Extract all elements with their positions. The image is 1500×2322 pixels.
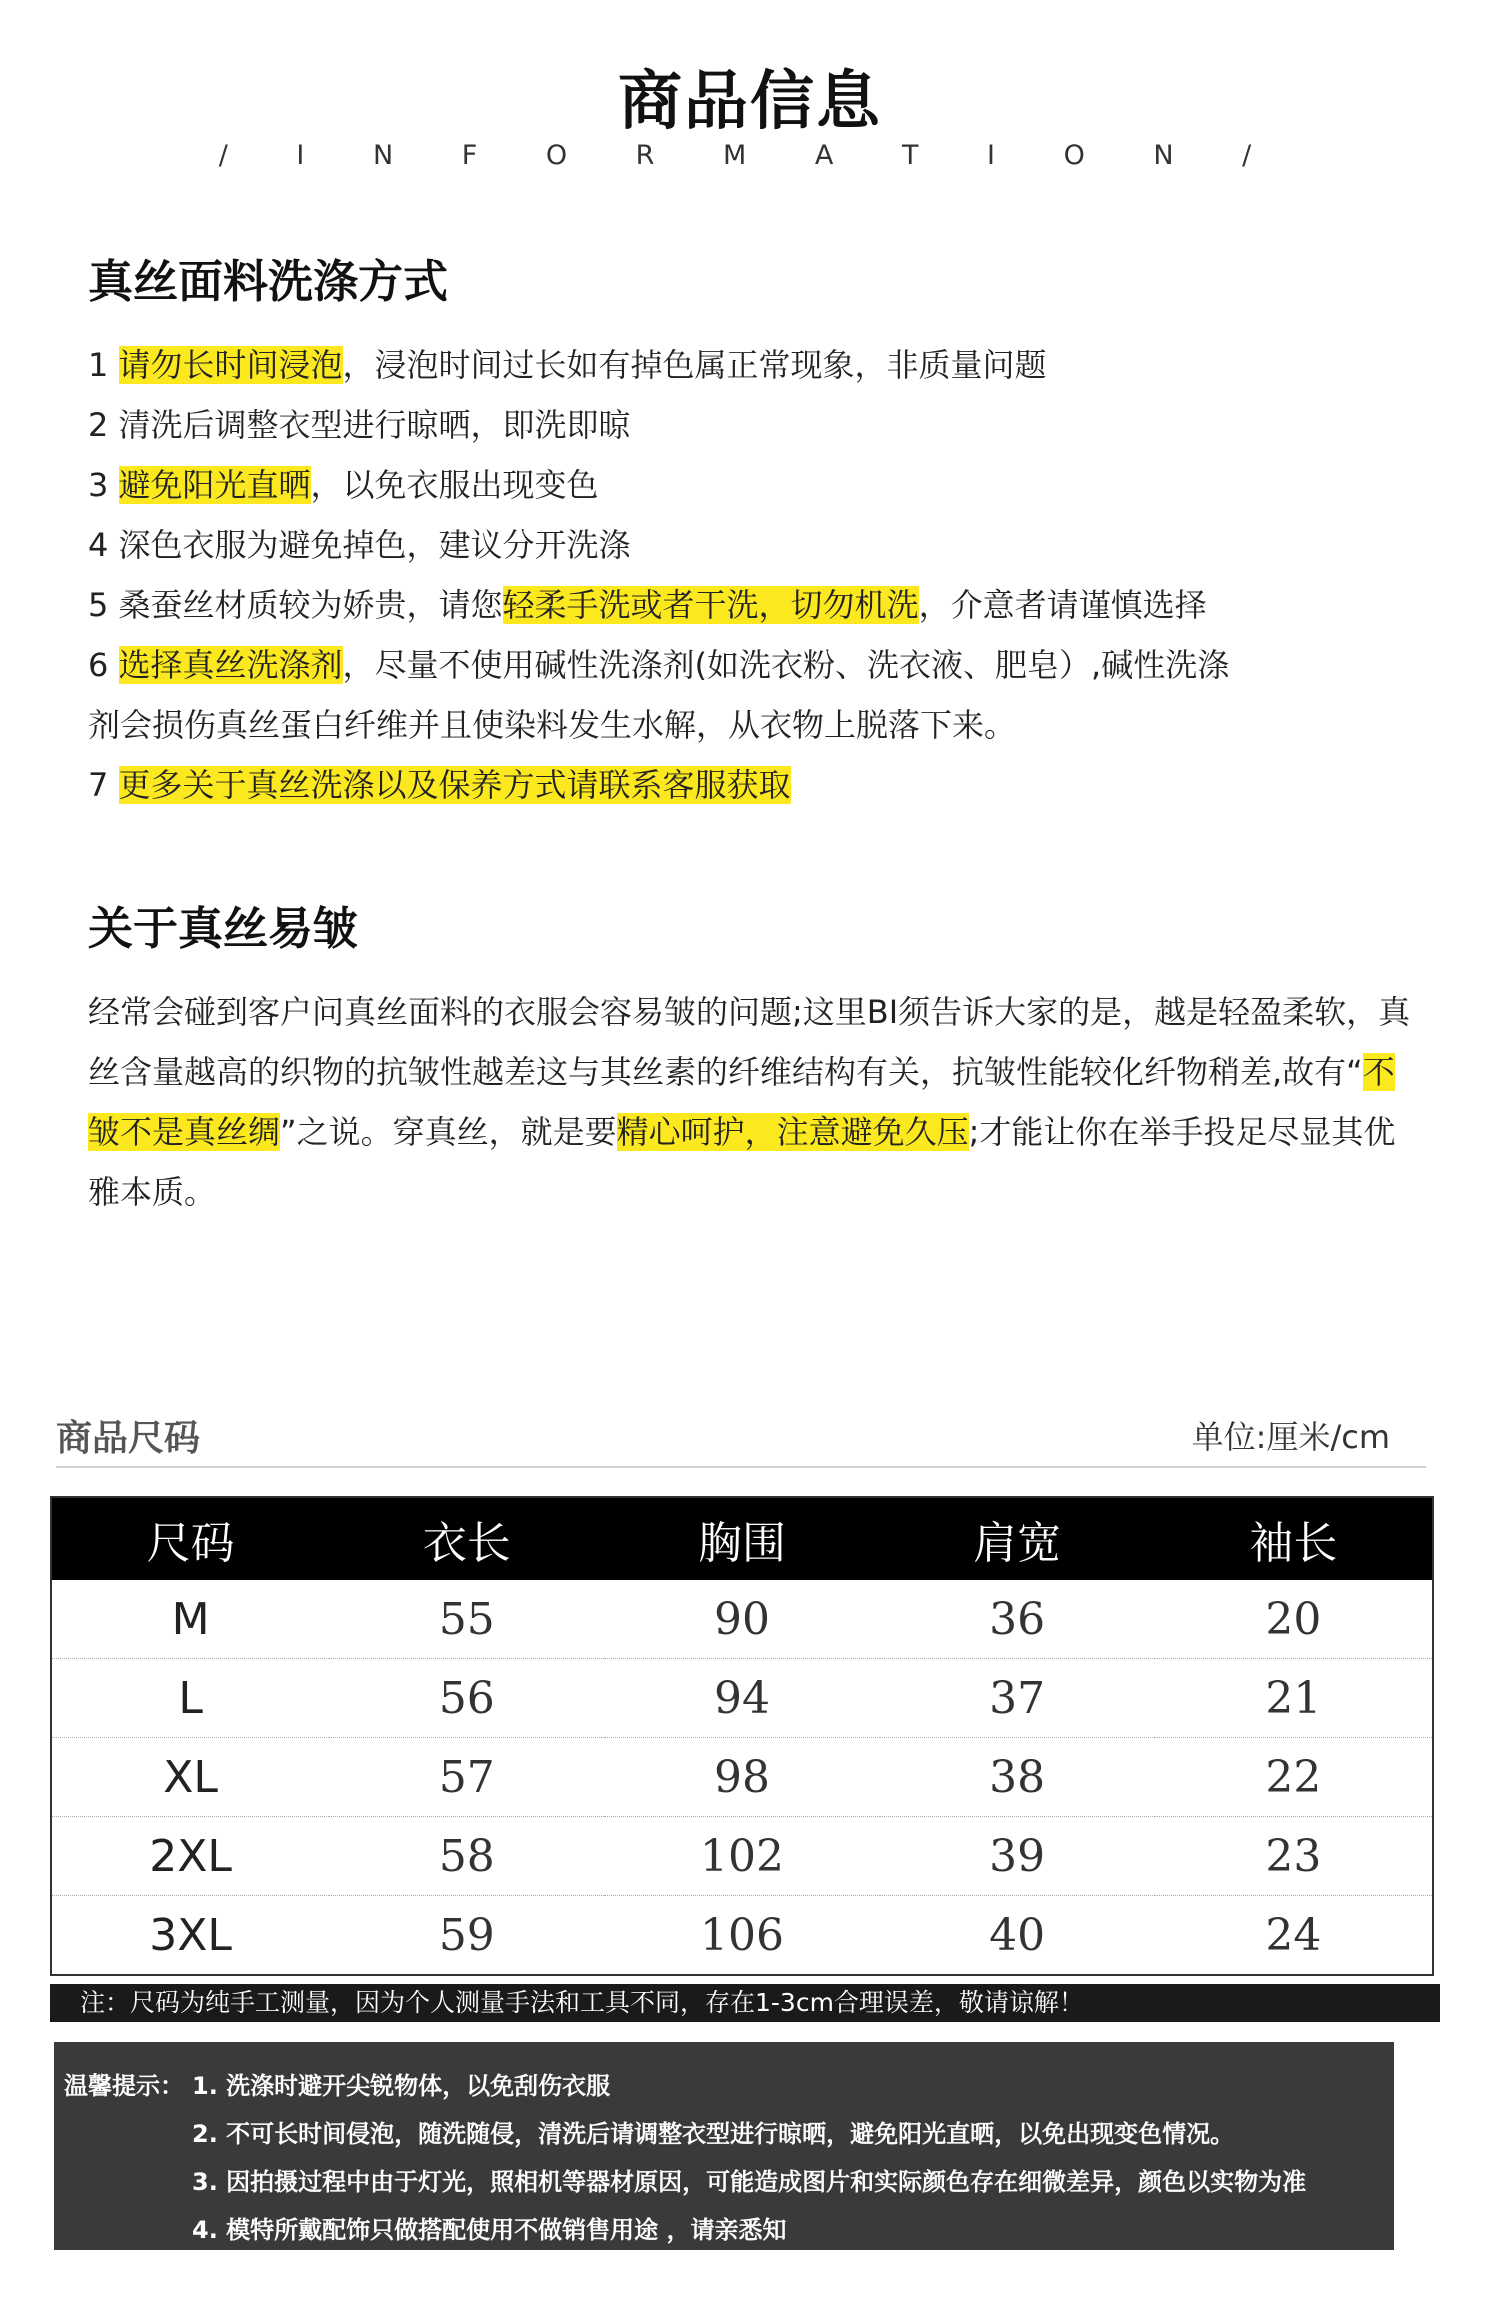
wash-item-4 bbox=[88, 515, 631, 575]
table-row bbox=[51, 1580, 1433, 1659]
highlight-text: 轻柔手洗或者干洗，切勿机洗 bbox=[502, 586, 919, 624]
size-cell: XL bbox=[51, 1738, 329, 1817]
sleeve-cell: 22 bbox=[1155, 1738, 1433, 1817]
sleeve-cell: 20 bbox=[1155, 1580, 1433, 1659]
wash-item-1 bbox=[88, 335, 1047, 395]
item-text: ，浸泡时间过长如有掉色属正常现象，非质量问题 bbox=[342, 346, 1047, 384]
wash-item-2 bbox=[88, 395, 631, 455]
wash-item-6 bbox=[88, 635, 1229, 695]
tip-item: 2. 不可长时间侵泡，随洗随侵，清洗后请调整衣型进行晾晒，避免阳光直晒，以免出现变色情况。 bbox=[192, 2120, 1235, 2148]
page-title: 商品信息 bbox=[618, 65, 882, 139]
size-unit: 单位:厘米/cm bbox=[1191, 1418, 1390, 1456]
paragraph-text: ;才能让你在举手投足尽显其优雅本质。 bbox=[88, 1113, 1396, 1211]
size-table bbox=[50, 1496, 1434, 1976]
chest-cell: 106 bbox=[700, 1909, 784, 1961]
table-row bbox=[51, 1659, 1433, 1738]
item-text: 清洗后调整衣型进行晾晒，即洗即晾 bbox=[118, 406, 631, 444]
size-chart-heading: 商品尺码 bbox=[56, 1418, 201, 1459]
shoulder-cell: 37 bbox=[880, 1659, 1155, 1738]
size-cell: L bbox=[51, 1659, 329, 1738]
table-header-row bbox=[51, 1497, 1433, 1580]
length-cell: 59 bbox=[438, 1909, 495, 1961]
highlight-text: 避免阳光直晒 bbox=[118, 466, 311, 504]
column-header: 袖长 bbox=[1155, 1497, 1433, 1580]
page-subtitle: / I N F O R M A T I O N / bbox=[218, 140, 1282, 171]
item-text: ，介意者请谨慎选择 bbox=[918, 586, 1207, 624]
length-cell: 58 bbox=[329, 1817, 604, 1896]
wash-item-7 bbox=[88, 755, 791, 815]
tips-box bbox=[54, 2042, 1394, 2250]
sleeve-cell: 24 bbox=[1265, 1909, 1322, 1961]
tip-item: 1. 洗涤时避开尖锐物体，以免刮伤衣服 bbox=[192, 2072, 611, 2100]
wash-item-6-continuation: 剂会损伤真丝蛋白纤维并且使染料发生水解，从衣物上脱落下来。 bbox=[88, 706, 1017, 744]
divider bbox=[56, 1466, 1426, 1468]
size-cell: 2XL bbox=[51, 1817, 329, 1896]
table-row bbox=[51, 1817, 1433, 1896]
paragraph-text: ”之说。穿真丝，就是要 bbox=[280, 1113, 617, 1151]
item-number: 4 bbox=[88, 526, 109, 564]
column-header: 胸围 bbox=[604, 1497, 879, 1580]
shoulder-cell: 40 bbox=[989, 1909, 1046, 1961]
chest-cell: 90 bbox=[604, 1580, 879, 1659]
size-cell: 3XL bbox=[149, 1909, 232, 1961]
wash-item-5 bbox=[88, 575, 1207, 635]
item-text: ，尽量不使用碱性洗涤剂(如洗衣粉、洗衣液、肥皂）,碱性洗涤 bbox=[342, 646, 1230, 684]
item-text: ，以免衣服出现变色 bbox=[310, 466, 599, 504]
item-number: 7 bbox=[88, 766, 109, 804]
length-cell: 57 bbox=[329, 1738, 604, 1817]
wash-heading: 真丝面料洗涤方式 bbox=[88, 255, 449, 308]
column-header: 肩宽 bbox=[880, 1497, 1155, 1580]
table-row bbox=[51, 1738, 1433, 1817]
size-cell: M bbox=[51, 1580, 329, 1659]
column-header: 尺码 bbox=[51, 1497, 329, 1580]
tip-item: 3. 因拍摄过程中由于灯光，照相机等器材原因，可能造成图片和实际颜色存在细微差异，颜色以实物为准 bbox=[192, 2168, 1307, 2196]
highlight-text: 请勿长时间浸泡 bbox=[118, 346, 343, 384]
highlight-text: 精心呵护，注意避免久压 bbox=[616, 1113, 969, 1151]
shoulder-cell: 39 bbox=[880, 1817, 1155, 1896]
length-cell: 56 bbox=[329, 1659, 604, 1738]
item-text: 桑蚕丝材质较为娇贵，请您 bbox=[118, 586, 503, 624]
highlight-text: 选择真丝洗涤剂 bbox=[118, 646, 343, 684]
wrinkle-heading: 关于真丝易皱 bbox=[88, 902, 359, 955]
paragraph-text: 经常会碰到客户问真丝面料的衣服会容易皱的问题;这里BI须告诉大家的是，越是轻盈柔软，真丝含量越高的织物的抗皱性越差这与其丝素的纤维结构有关，抗皱性能较化纤物稍差,故有“ bbox=[88, 993, 1411, 1091]
item-number: 3 bbox=[88, 466, 109, 504]
table-row bbox=[51, 1896, 1433, 1976]
shoulder-cell: 36 bbox=[880, 1580, 1155, 1659]
highlight-text: 更多关于真丝洗涤以及保养方式请联系客服获取 bbox=[118, 766, 791, 804]
tips-label: 温馨提示： bbox=[64, 2072, 184, 2100]
item-number: 5 bbox=[88, 586, 109, 624]
item-text: 深色衣服为避免掉色，建议分开洗涤 bbox=[118, 526, 631, 564]
wrinkle-paragraph bbox=[88, 982, 1418, 1222]
shoulder-cell: 38 bbox=[880, 1738, 1155, 1817]
item-number: 6 bbox=[88, 646, 109, 684]
highlight-text: 不皱不是真丝绸 bbox=[88, 1053, 1395, 1151]
chest-cell: 102 bbox=[604, 1817, 879, 1896]
chest-cell: 94 bbox=[604, 1659, 879, 1738]
measurement-note: 注：尺码为纯手工测量，因为个人测量手法和工具不同，存在1-3cm合理误差，敬请谅解！ bbox=[50, 1984, 1440, 2022]
item-number: 2 bbox=[88, 406, 109, 444]
length-cell: 55 bbox=[329, 1580, 604, 1659]
item-number: 1 bbox=[88, 346, 109, 384]
sleeve-cell: 23 bbox=[1155, 1817, 1433, 1896]
tip-item: 4. 模特所戴配饰只做搭配使用不做销售用途 ，请亲悉知 bbox=[192, 2216, 787, 2244]
sleeve-cell: 21 bbox=[1155, 1659, 1433, 1738]
chest-cell: 98 bbox=[604, 1738, 879, 1817]
column-header: 衣长 bbox=[329, 1497, 604, 1580]
wash-item-3 bbox=[88, 455, 599, 515]
